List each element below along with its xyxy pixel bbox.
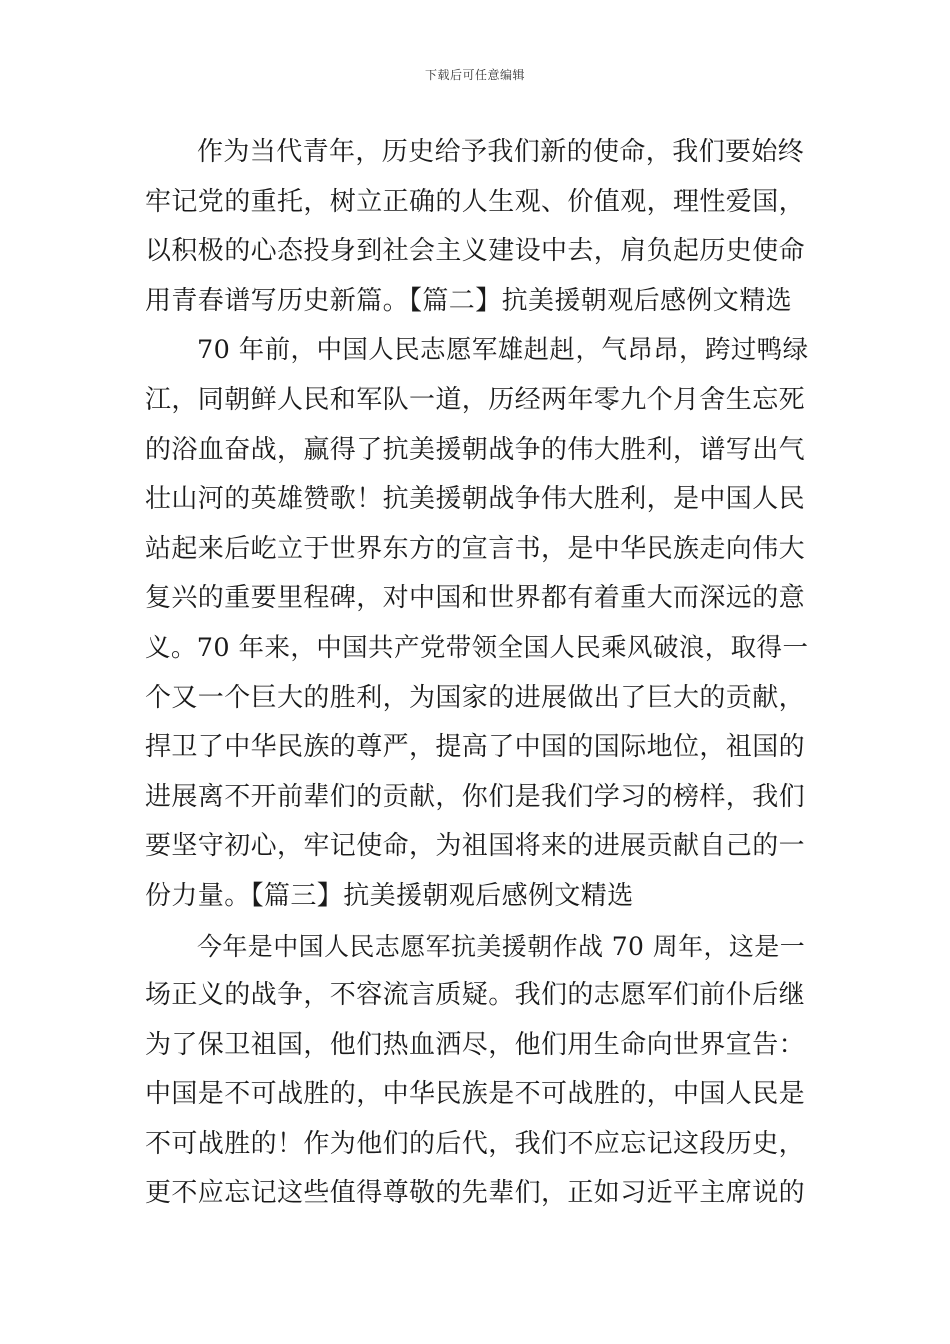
text-line: 作为当代青年，历史给予我们新的使命，我们要始终 [197, 137, 805, 167]
text-line: 捍卫了中华民族的尊严，提高了中国的国际地位，祖国的 [145, 732, 806, 763]
text-line: 用青春谱写历史新篇。【篇二】抗美援朝观后感例文精选 [145, 285, 793, 316]
text-line: 为了保卫祖国，他们热血洒尽，他们用生命向世界宣告： [145, 1029, 806, 1060]
text-line: 站起来后屹立于世界东方的宣言书，是中华民族走向伟大 [145, 533, 806, 564]
text-line: 更不应忘记这些值得尊敬的先辈们，正如习近平主席说的 [145, 1178, 806, 1209]
text-line: 以积极的心态投身到社会主义建设中去，肩负起历史使命 [145, 236, 806, 267]
text-line: 中国是不可战胜的，中华民族是不可战胜的，中国人民是 [145, 1079, 806, 1110]
body-text [145, 128, 810, 1219]
text-line: 江，同朝鲜人民和军队一道，历经两年零九个月舍生忘死 [145, 384, 806, 415]
text-line: 场正义的战争，不容流言质疑。我们的志愿军们前仆后继 [145, 980, 806, 1011]
text-line: 个又一个巨大的胜利，为国家的进展做出了巨大的贡献， [145, 682, 806, 713]
text-line: 要坚守初心，牢记使命，为祖国将来的进展贡献自己的一 [145, 831, 806, 862]
text-line: 牢记党的重托，树立正确的人生观、价值观，理性爱国， [145, 186, 806, 217]
text-line: 进展离不开前辈们的贡献，你们是我们学习的榜样，我们 [145, 781, 806, 812]
text-line: 义。70 年来，中国共产党带领全国人民乘风破浪，取得一 [145, 632, 809, 663]
text-line: 壮山河的英雄赞歌！抗美援朝战争伟大胜利，是中国人民 [145, 484, 806, 515]
text-line: 的浴血奋战，赢得了抗美援朝战争的伟大胜利，谱写出气 [145, 434, 806, 465]
text-line: 份力量。【篇三】抗美援朝观后感例文精选 [145, 880, 634, 911]
text-line: 复兴的重要里程碑，对中国和世界都有着重大而深远的意 [145, 583, 806, 614]
text-line: 70 年前，中国人民志愿军雄赳赳，气昂昂，跨过鸭绿 [197, 335, 809, 366]
page-header: 下载后可任意编辑 [424, 68, 525, 82]
text-line: 不可战胜的！作为他们的后代，我们不应忘记这段历史， [145, 1128, 806, 1159]
text-line: 今年是中国人民志愿军抗美援朝作战 70 周年，这是一 [197, 931, 806, 961]
